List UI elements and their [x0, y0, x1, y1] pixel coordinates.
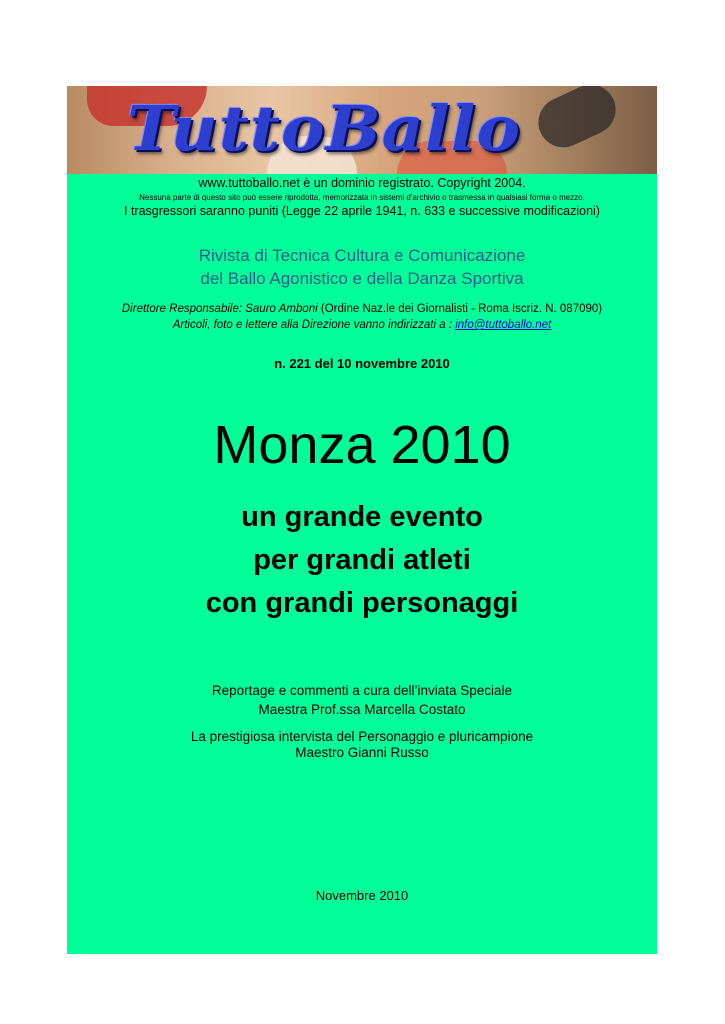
interview-subject: Maestro Gianni Russo — [295, 745, 429, 760]
director-name: Direttore Responsabile: Sauro Amboni — [121, 303, 318, 315]
reportage-credit: Reportage e commenti a cura dell’inviata Speciale — [211, 683, 513, 698]
copyright-notice: Nessuna parte di questo sito può essere riprodotta, memorizzata in sistemi d'archivio o trasmessa in qualsiasi forma o mezzo. — [139, 193, 585, 202]
interview-credit: La prestigiosa intervista del Personaggio e pluricampione — [190, 729, 534, 744]
reportage-author: Maestra Prof.ssa Marcella Costato — [258, 702, 466, 717]
director-line — [67, 303, 657, 315]
magazine-subtitle-1: Rivista di Tecnica Cultura e Comunicazione — [198, 246, 526, 265]
address-label: Articoli, foto e lettere alla Direzione vanno indirizzati a : — [172, 319, 456, 331]
masthead-banner — [67, 86, 657, 174]
copyright-warning: I trasgressori saranno puniti (Legge 22 aprile 1941, n. 633 e successive modificazioni) — [124, 204, 600, 218]
email-link[interactable]: info@tuttoballo.net — [455, 319, 552, 331]
copyright-line: www.tuttoballo.net è un dominio registrato. Copyright 2004. — [198, 176, 526, 190]
masthead-logo: TuttoBallo — [127, 92, 521, 165]
magazine-subtitle-2: del Ballo Agonistico e della Danza Sportiva — [200, 269, 524, 288]
banner-photo-detail — [530, 86, 624, 156]
cover-page — [67, 86, 657, 954]
tagline-2: per grandi atleti — [253, 544, 471, 576]
issue-number: n. 221 del 10 novembre 2010 — [274, 356, 450, 371]
address-line — [67, 319, 657, 331]
tagline-1: un grande evento — [241, 501, 483, 533]
headline: Monza 2010 — [213, 415, 511, 475]
tagline-3: con grandi personaggi — [205, 587, 519, 619]
director-registration: (Ordine Naz.le dei Giornalisti - Roma Iscriz. N. 087090) — [317, 303, 603, 315]
issue-date: Novembre 2010 — [315, 888, 409, 903]
